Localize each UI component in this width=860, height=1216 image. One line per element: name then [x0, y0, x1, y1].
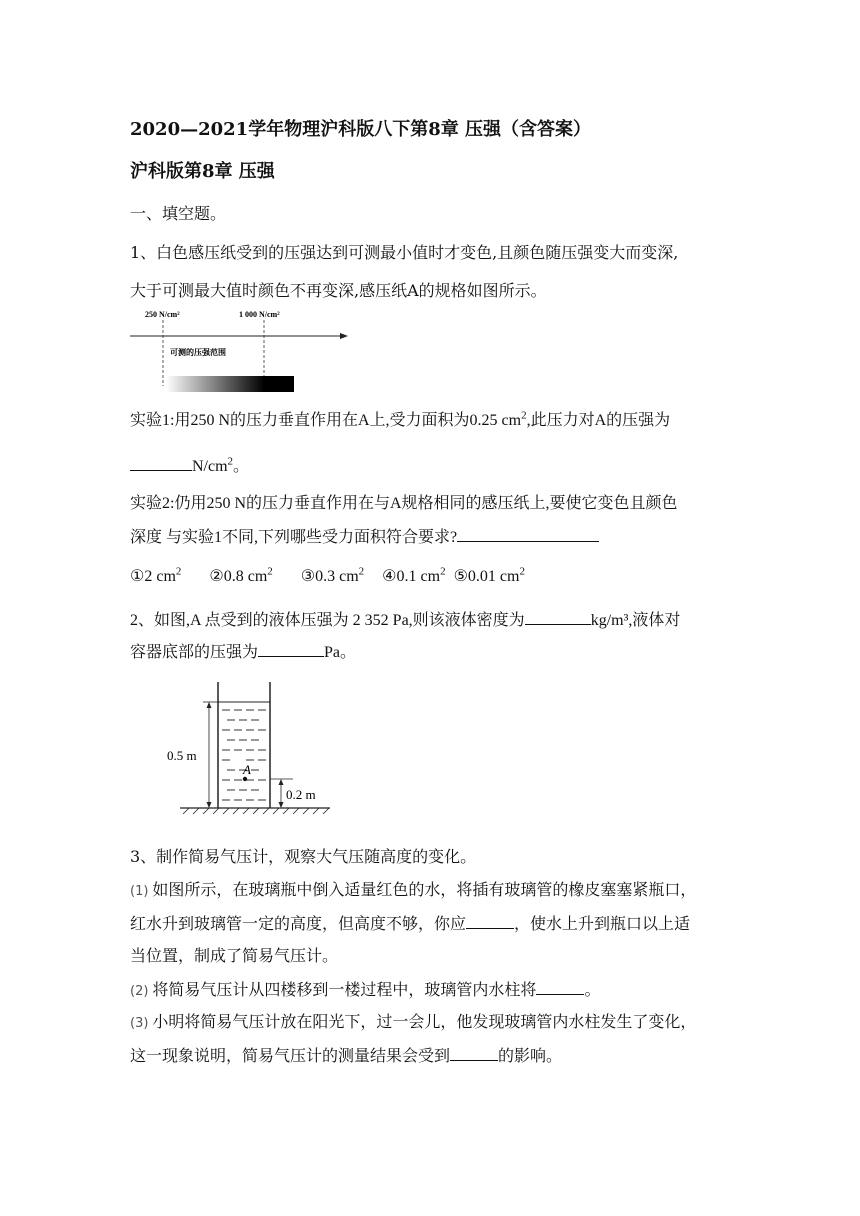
q1-exp1-line2 — [130, 455, 249, 477]
q3-s3-number: (3) — [130, 1016, 149, 1031]
answer-blank-3[interactable] — [525, 609, 591, 625]
section-heading: 一、填空题。 — [130, 204, 227, 223]
liquid-container-figure — [165, 678, 345, 818]
q3-s3-end: 的影响。 — [498, 1046, 563, 1065]
dim-02-arrow-top — [279, 779, 284, 785]
q1-line2: 大于可测最大值时颜色不再变深,感压纸A的规格如图所示。 — [130, 281, 547, 300]
q2-line1 — [130, 609, 680, 631]
q2-line2 — [130, 641, 356, 663]
option-3: ③0.3 $cm^2$ — [300, 565, 365, 585]
chapter-subtitle: 沪科版第8章 压强 — [130, 161, 275, 182]
color-solid-black — [264, 376, 294, 392]
q3-s3-line1 — [130, 1012, 696, 1034]
q2-unit: kg/m³,液体对 — [590, 612, 681, 629]
point-a-label: A — [243, 762, 251, 777]
document-title: 2020—2021学年物理沪科版八下第8章 压强（含答案） — [130, 119, 591, 140]
answer-blank-4[interactable] — [258, 641, 324, 657]
q1-exp1-line1 — [130, 411, 670, 431]
option-1: ①2 $cm^2$ — [130, 565, 182, 585]
q3-line1: 3、制作简易气压计，观察大气压随高度的变化。 — [130, 847, 477, 866]
q2-text-a: 2、如图,A 点受到的液体压强为 2 352 Pa,则该液体密度为 — [130, 612, 525, 629]
q3-s1-line3: 当位置，制成了简易气压计。 — [130, 946, 339, 965]
axis-arrow — [340, 333, 348, 339]
exp1-unit: N/cm — [192, 458, 228, 475]
exp2-text: 深度 与实验1不同,下列哪些受力面积符合要求? — [130, 529, 458, 546]
range-label: 可测的压强范围 — [170, 348, 226, 357]
answer-blank-7[interactable] — [450, 1045, 498, 1061]
q2-text-b: 容器底部的压强为 — [130, 644, 259, 661]
q3-s2-end: 。 — [584, 980, 601, 999]
q1-exp2-line1: 实验2:仍用250 N的压力垂直作用在与A规格相同的感压纸上,要使它变色且颜色 — [130, 495, 678, 512]
q3-s2-number: (2) — [130, 984, 149, 999]
tick-label-min: 250 N/cm² — [145, 310, 180, 319]
exp1-unit-sup: 2 — [227, 455, 234, 468]
exp1-end: 。 — [233, 458, 250, 475]
answer-blank-1[interactable] — [130, 455, 192, 471]
tick-label-max: 1 000 N/cm² — [239, 310, 280, 319]
ground-hatch — [183, 808, 329, 814]
q3-s3-text: 小明将简易气压计放在阳光下，过一会儿，他发现玻璃管内水柱发生了变化， — [152, 1012, 697, 1031]
dim-02-arrow-bottom — [279, 802, 284, 808]
q3-s1-text-b: 红水升到玻璃管一定的高度，但高度不够，你应 — [130, 914, 467, 933]
liquid-fill — [222, 710, 266, 800]
q1-options — [130, 567, 553, 587]
color-gradient — [166, 376, 264, 392]
q3-s2-line — [130, 979, 600, 1002]
point-a-marker — [243, 777, 247, 781]
answer-blank-2[interactable] — [457, 526, 599, 542]
q3-s1-text: 如图所示，在玻璃瓶中倒入适量红色的水，将插有玻璃管的橡皮塞塞紧瓶口， — [152, 880, 697, 899]
dim-02-label: 0.2 m — [286, 787, 316, 802]
dim-05-label: 0.5 m — [167, 748, 197, 763]
q2-end: Pa。 — [324, 644, 357, 661]
q1-line1: 1、白色感压纸受到的压强达到可测最小值时才变色,且颜色随压强变大而变深, — [130, 243, 679, 262]
exp1-sup: 2 — [521, 409, 527, 422]
answer-blank-6[interactable] — [536, 979, 584, 995]
q3-s1-text-c: ，使水上升到瓶口以上适 — [514, 914, 691, 933]
q3-s3-text-b: 这一现象说明，简易气压计的测量结果会受到 — [130, 1046, 451, 1065]
answer-blank-5[interactable] — [466, 913, 514, 929]
dim-05-arrow-top — [207, 702, 212, 708]
option-4: ④0.1 $cm^2$ — [382, 565, 446, 585]
q3-s2-text: 将简易气压计从四楼移到一楼过程中，玻璃管内水柱将 — [152, 980, 537, 999]
pressure-range-figure — [130, 306, 360, 396]
option-2: ②0.8 $cm^2$ — [209, 565, 273, 585]
q1-exp2-line2 — [130, 526, 599, 548]
option-5: ⑤0.01 $cm^2$ — [453, 565, 525, 585]
q3-s1-line2 — [130, 913, 690, 934]
dim-05-arrow-bottom — [207, 802, 212, 808]
q3-s1-number: (1) — [130, 884, 149, 899]
q3-s1-line1 — [130, 880, 696, 902]
exp1-text-a: 实验1:用250 N的压力垂直作用在A上,受力面积为0.25 cm — [130, 412, 522, 429]
exp1-text-b: ,此压力对A的压强为 — [526, 412, 671, 429]
q3-s3-line2 — [130, 1045, 562, 1066]
